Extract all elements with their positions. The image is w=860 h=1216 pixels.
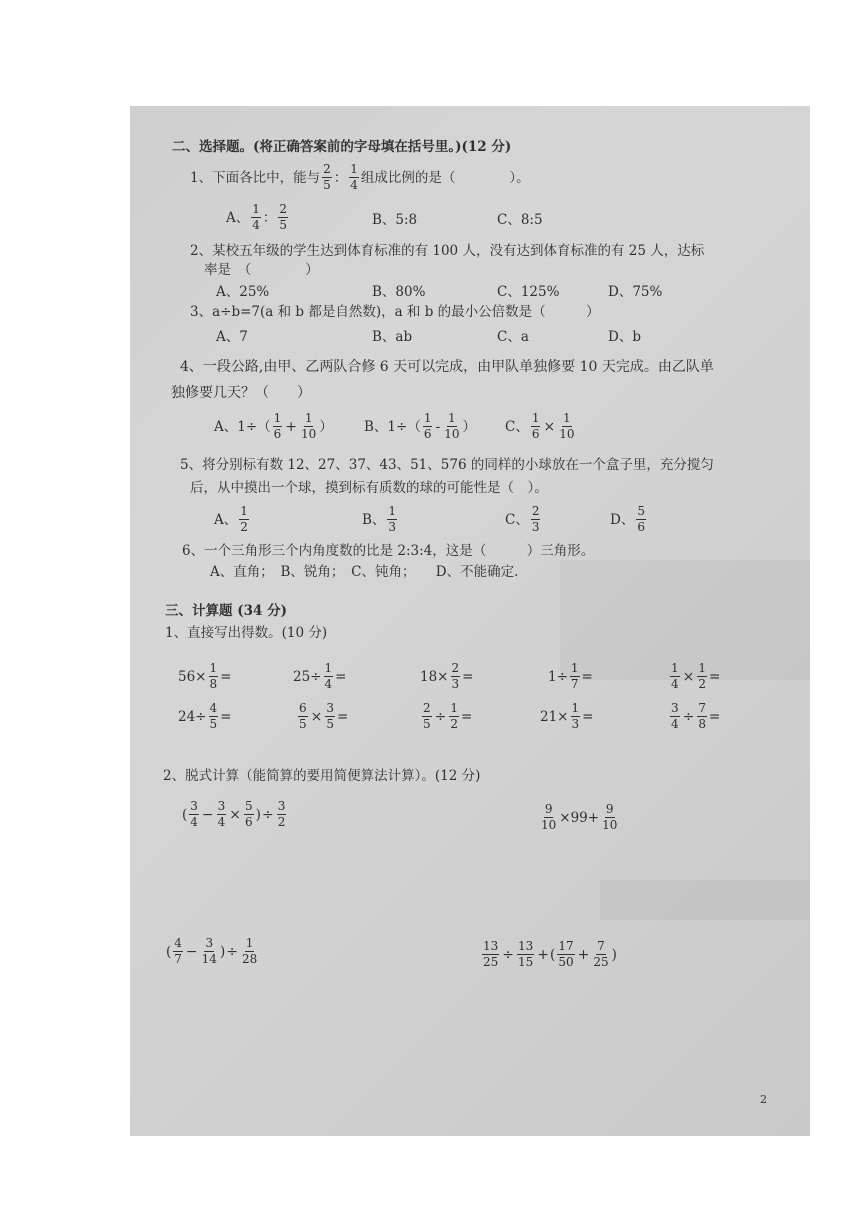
question-1: 1、下面各比中，能与 $\frac{2}{5}$ ： $\frac{1}{4}$ 组成比例的是（ ）。 bbox=[190, 162, 530, 192]
q4-option-b: B、1÷（ $\frac{1}{6}$ - $\frac{1}{10}$ ） bbox=[364, 411, 476, 441]
step-calc-4: $\frac{13}{25}$ ÷ $\frac{13}{15}$ + ( $\frac{17}{50}$ + $\frac{7}{25}$ ) bbox=[483, 939, 617, 969]
q6-options: A、直角； B、锐角； C、钝角； D、不能确定. bbox=[210, 564, 519, 580]
calc-item: $\frac{1}{4}$ × $\frac{1}{2}$ = bbox=[671, 661, 721, 691]
shadow-artifact bbox=[600, 880, 810, 920]
section3-title: 三、计算题 (34 分) bbox=[165, 603, 287, 619]
q5-option-c: C、 $\frac{2}{3}$ bbox=[505, 504, 540, 534]
section3-sub1: 1、直接写出得数。(10 分) bbox=[165, 625, 328, 641]
calc-item: 18× $\frac{2}{3}$ = bbox=[420, 661, 474, 691]
q1-option-b: B、5:8 bbox=[372, 212, 418, 228]
q2-option-d: D、75% bbox=[608, 284, 663, 300]
fraction: $\frac{1}{4}$ bbox=[350, 162, 358, 192]
q3-option-c: C、a bbox=[497, 329, 529, 345]
calc-item: 24÷ $\frac{4}{5}$ = bbox=[178, 701, 232, 731]
step-calc-2: $\frac{9}{10}$ ×99+ $\frac{9}{10}$ bbox=[541, 802, 618, 832]
calc-item: 1÷ $\frac{1}{7}$ = bbox=[548, 661, 593, 691]
q5-option-a: A、 $\frac{1}{2}$ bbox=[214, 504, 248, 534]
question-2-line1: 2、某校五年级的学生达到体育标准的有 100 人，没有达到体育标准的有 25 人，达标 bbox=[190, 243, 705, 259]
step-calc-3: ( $\frac{4}{7}$ − $\frac{3}{14}$ ) ÷ $\frac{1}{28}$ bbox=[166, 936, 258, 966]
calc-item: $\frac{6}{5}$ × $\frac{3}{5}$ = bbox=[299, 701, 349, 731]
calc-item: 21× $\frac{1}{3}$ = bbox=[540, 701, 594, 731]
question-2-line2: 率是 （ ） bbox=[204, 262, 319, 278]
page-number: 2 bbox=[760, 1093, 767, 1106]
question-3: 3、a÷b=7(a 和 b 都是自然数)，a 和 b 的最小公倍数是（ ） bbox=[190, 304, 600, 320]
question-6: 6、一个三角形三个内角度数的比是 2:3:4，这是（ ）三角形。 bbox=[182, 543, 595, 559]
q5-option-b: B、 $\frac{1}{3}$ bbox=[362, 504, 397, 534]
q4-option-c: C、 $\frac{1}{6}$ × $\frac{1}{10}$ bbox=[505, 411, 575, 441]
calc-item: $\frac{3}{4}$ ÷ $\frac{7}{8}$ = bbox=[671, 701, 721, 731]
q5-option-d: D、 $\frac{5}{6}$ bbox=[610, 504, 645, 534]
q3-option-a: A、7 bbox=[216, 329, 248, 345]
section3-sub2: 2、脱式计算（能简算的要用简便算法计算）。(12 分) bbox=[163, 768, 481, 784]
calc-item: 25÷ $\frac{1}{4}$ = bbox=[293, 661, 347, 691]
step-calc-1: ( $\frac{3}{4}$ − $\frac{3}{4}$ × $\frac{5}{6}$ ) ÷ $\frac{3}{2}$ bbox=[182, 799, 286, 829]
q2-option-c: C、125% bbox=[497, 284, 560, 300]
question-4-line2: 独修要几天？（ ） bbox=[171, 385, 311, 401]
q1-option-c: C、8:5 bbox=[497, 212, 543, 228]
q3-option-b: B、ab bbox=[372, 329, 413, 345]
calc-item: 56× $\frac{1}{8}$ = bbox=[178, 661, 232, 691]
q2-option-a: A、25% bbox=[216, 284, 270, 300]
question-5-line2: 后，从中摸出一个球，摸到标有质数的球的可能性是（ ）。 bbox=[190, 480, 548, 496]
q4-option-a: A、1÷（ $\frac{1}{6}$ + $\frac{1}{10}$ ） bbox=[214, 411, 333, 441]
fraction: $\frac{2}{5}$ bbox=[323, 162, 331, 192]
section2-title: 二、选择题。(将正确答案前的字母填在括号里。)(12 分) bbox=[172, 139, 512, 155]
q1-option-a: A、 $\frac{1}{4}$ ： $\frac{2}{5}$ bbox=[226, 202, 288, 232]
question-5-line1: 5、将分别标有数 12、27、37、43、51、576 的同样的小球放在一个盒子里，充分搅匀 bbox=[180, 457, 714, 473]
q2-option-b: B、80% bbox=[372, 284, 426, 300]
q3-option-d: D、b bbox=[608, 329, 641, 345]
calc-item: $\frac{2}{5}$ ÷ $\frac{1}{2}$ = bbox=[423, 701, 473, 731]
question-4-line1: 4、一段公路,由甲、乙两队合修 6 天可以完成，由甲队单独修要 10 天完成。由乙队单 bbox=[180, 359, 714, 375]
